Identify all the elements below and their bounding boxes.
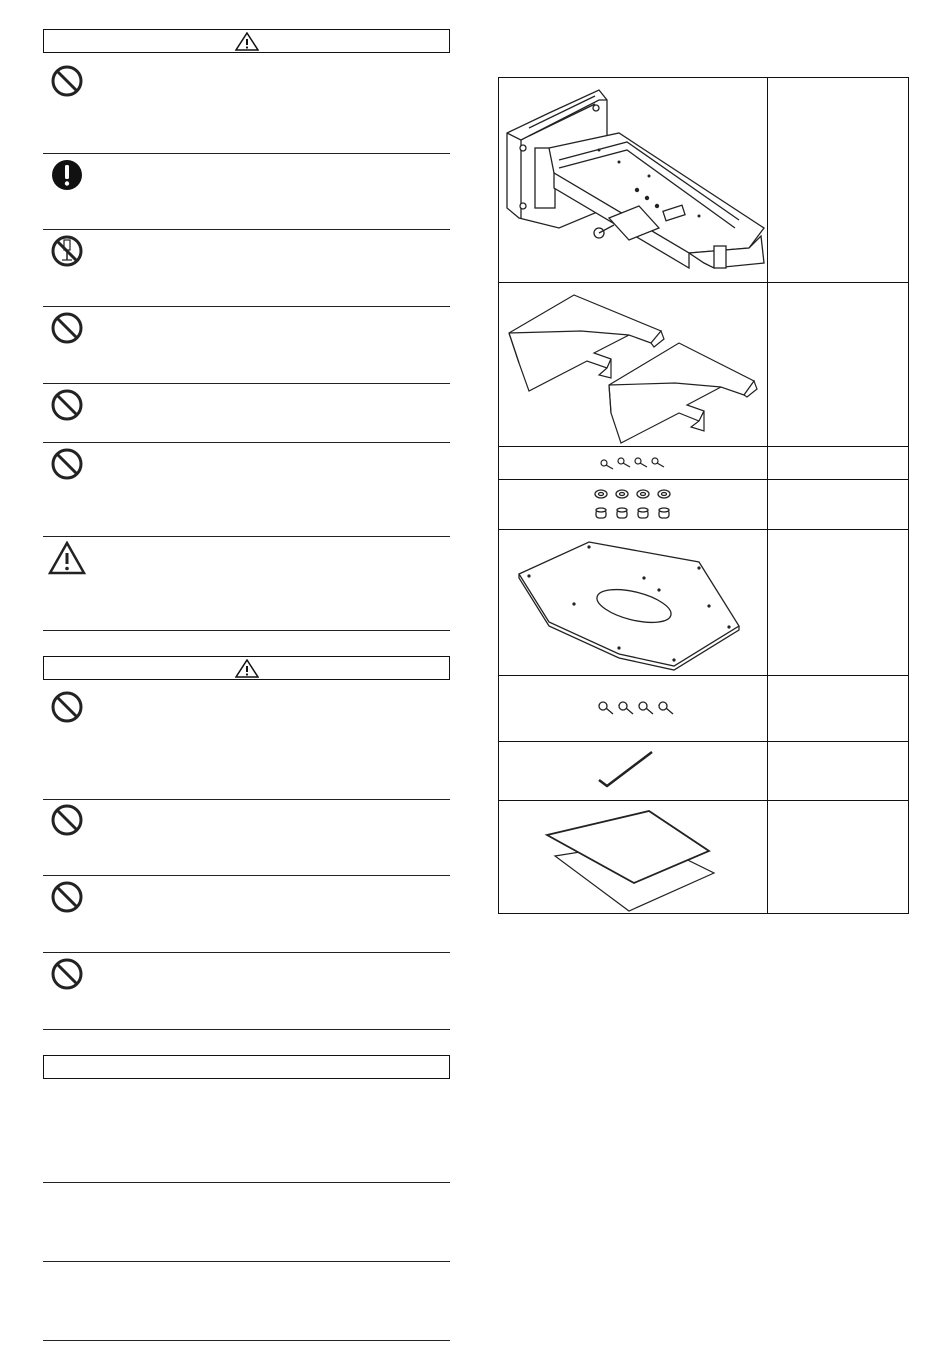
- divider: [43, 799, 450, 800]
- prohibition-icon: [50, 803, 84, 837]
- manual-sheets-illustration: [499, 801, 767, 913]
- parts-row: [499, 78, 767, 282]
- prohibition-icon: [50, 957, 84, 991]
- divider: [43, 875, 450, 876]
- prohibition-icon: [50, 880, 84, 914]
- parts-table: [498, 77, 909, 914]
- prohibition-icon: [50, 64, 84, 98]
- warning-header-bar: [43, 29, 450, 53]
- divider: [43, 1261, 450, 1262]
- parts-row: [499, 283, 767, 446]
- mandatory-exclamation-icon: [50, 158, 84, 192]
- hex-wrench-illustration: [499, 742, 767, 800]
- divider: [43, 630, 450, 631]
- warning-triangle-icon: [48, 541, 86, 575]
- prohibition-icon: [50, 447, 84, 481]
- divider: [43, 1029, 450, 1030]
- warning-triangle-icon: [235, 32, 259, 51]
- prohibition-icon: [50, 311, 84, 345]
- divider: [43, 442, 450, 443]
- small-screws-illustration: [499, 447, 767, 479]
- warning-triangle-icon: [235, 659, 259, 678]
- washers-spacers-illustration: [499, 480, 767, 529]
- parts-row: [499, 801, 767, 913]
- parts-row: [499, 530, 767, 675]
- covers-illustration: [499, 283, 767, 446]
- divider: [43, 153, 450, 154]
- screws-illustration: [499, 676, 767, 741]
- divider: [43, 229, 450, 230]
- parts-row: [499, 480, 767, 529]
- parts-row: [499, 742, 767, 800]
- mounting-plate-illustration: [499, 530, 767, 675]
- notes-header-bar: [43, 1055, 450, 1079]
- column-divider: [767, 78, 768, 913]
- parts-row: [499, 447, 767, 479]
- divider: [43, 536, 450, 537]
- divider: [43, 952, 450, 953]
- divider: [43, 1182, 450, 1183]
- prohibition-icon: [50, 690, 84, 724]
- divider: [43, 1340, 450, 1341]
- caution-header-bar: [43, 656, 450, 680]
- parts-row: [499, 676, 767, 741]
- do-not-disassemble-icon: [50, 234, 84, 268]
- prohibition-icon: [50, 388, 84, 422]
- divider: [43, 306, 450, 307]
- divider: [43, 383, 450, 384]
- wall-mount-arm-illustration: [499, 78, 767, 282]
